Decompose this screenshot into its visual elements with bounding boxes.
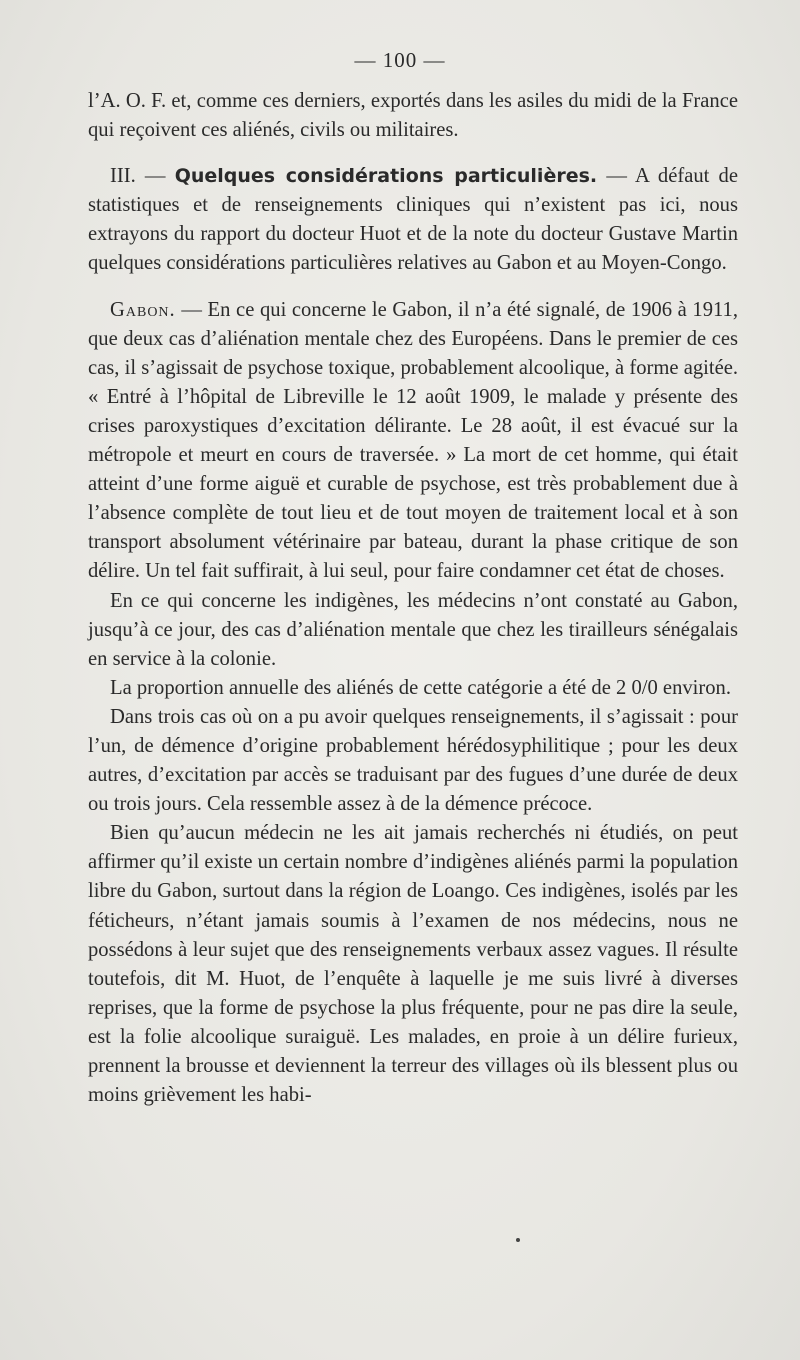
paragraph-section-iii <box>88 162 738 278</box>
paragraph-trois-cas: Dans trois cas où on a pu avoir quelques renseignements, il s’agissait : pour l’un, de démence d’origine probablement hérédosyphilitique ; pour les deux autres, d’excitation par accès se traduisant par des fugues d’une durée de deux ou trois jours. Cela ressemble assez à de la démence précoce. <box>88 705 738 816</box>
paragraph-indigenes: En ce qui concerne les indigènes, les médecins n’ont constaté au Gabon, jusqu’à ce jour, des cas d’aliénation mentale que chez les tirailleurs sénégalais en service à la colonie. <box>88 589 738 670</box>
body-text <box>88 87 738 1110</box>
section-text: — A défaut de statistiques et de renseignements cliniques qui n’existent pas ici, nous extrayons du rapport du docteur Huot et de la note du docteur Gustave Martin quelques considérations particulières relatives au Gabon et au Moyen-Congo. <box>88 165 738 275</box>
gabon-text: — En ce qui concerne le Gabon, il n’a été signalé, de 1906 à 1911, que deux cas d’aliénation mentale chez des Européens. Dans le premier de ces cas, il s’agissait de psychose toxique, probablement alcoolique, à forme agitée. « Entré à l’hôpital de Libreville le 12 août 1909, le malade y présente des crises paroxystiques d’excitation délirante. Le 28 août, il est évacué sur la métropole et meurt en cours de traversée. » La mort de cet homme, qui était atteint d’une forme aiguë et curable de psychose, est très probablement due à l’absence complète de tout lieu et de tout moyen de traitement local et à son transport absolument vétérinaire par bateau, durant la phase critique de son délire. Un tel fait suffirait, à lui seul, pour faire condamner cet état de choses. <box>88 298 738 583</box>
page-number: — 100 — <box>354 48 446 72</box>
section-number: III. — <box>110 165 175 188</box>
paragraph-gabon <box>88 296 738 587</box>
print-speck <box>516 1238 520 1242</box>
gabon-heading: Gabon. <box>110 298 176 321</box>
paragraph-continuation: l’A. O. F. et, comme ces derniers, exportés dans les asiles du midi de la France qui reçoivent ces aliénés, civils ou militaires. <box>88 90 738 142</box>
paragraph-loango: Bien qu’aucun médecin ne les ait jamais recherchés ni étudiés, on peut affirmer qu’il existe un certain nombre d’indigènes aliénés parmi la population libre du Gabon, surtout dans la région de Loango. Ces indigènes, isolés par les féticheurs, n’étant jamais soumis à l’examen de nos médecins, nous ne possédons à leur sujet que des renseignements verbaux assez vagues. Il résulte toutefois, dit M. Huot, de l’enquête à laquelle je me suis livré à diverses reprises, que la forme de psychose la plus fréquente, pour ne pas dire la seule, est la folie alcoolique suraiguë. Les malades, en proie à un délire furieux, prennent la brousse et deviennent la terreur des villages où ils blessent plus ou moins grièvement les habi- <box>88 822 738 1107</box>
paragraph-proportion: La proportion annuelle des aliénés de cette catégorie a été de 2 0/0 environ. <box>110 676 731 699</box>
section-title: Quelques considérations particulières. <box>174 165 598 188</box>
